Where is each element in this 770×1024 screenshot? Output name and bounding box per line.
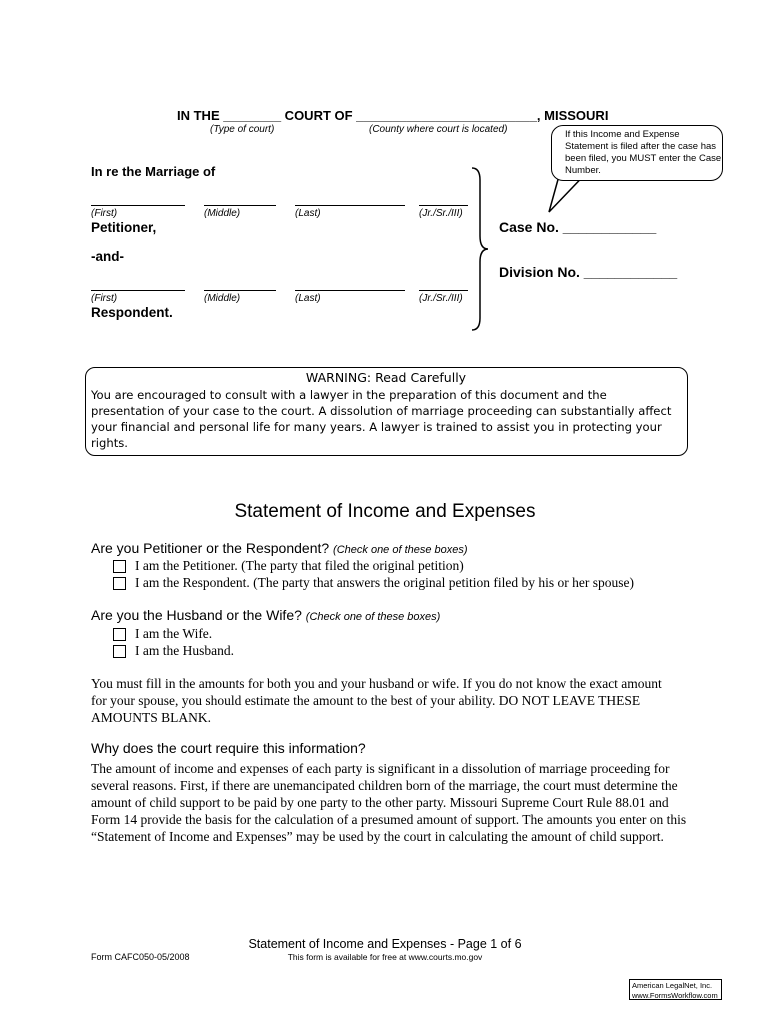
- respondent-option-label: I am the Respondent. (The party that answers the original petition filed by his or her spouse): [135, 575, 634, 590]
- petitioner-checkbox[interactable]: [113, 560, 126, 573]
- husband-option[interactable]: [113, 643, 234, 659]
- case-number-field[interactable]: Case No. ____________: [499, 219, 657, 235]
- county-label: (County where court is located): [369, 124, 508, 135]
- form-title: Statement of Income and Expenses: [234, 501, 536, 522]
- respondent-middle-name-line[interactable]: [204, 290, 276, 291]
- petitioner-middle-name-line[interactable]: [204, 205, 276, 206]
- respondent-suffix-line[interactable]: [419, 290, 468, 291]
- warning-title: WARNING: Read Carefully: [305, 370, 467, 385]
- spouse-question-heading: Are you the Husband or the Wife?: [91, 607, 302, 623]
- marriage-heading: In re the Marriage of: [91, 164, 216, 179]
- party-question-note: (Check one of these boxes): [333, 544, 468, 556]
- instructions-paragraph: You must fill in the amounts for both you and your husband or wife. If you do not know the exact amount for your spouse, you should estimate the amount to the best of your ability. DO NOT LEAVE THESE AMOUNTS BLANK.: [91, 676, 662, 725]
- why-heading: Why does the court require this information?: [91, 740, 366, 756]
- petitioner-suffix-label: (Jr./Sr./III): [419, 208, 463, 219]
- spouse-question-note: (Check one of these boxes): [305, 611, 441, 623]
- petitioner-suffix-line[interactable]: [419, 205, 468, 206]
- and-label: -and-: [91, 249, 124, 264]
- respondent-label: Respondent.: [91, 305, 173, 320]
- caption-brace: [470, 166, 492, 332]
- warning-body: You are encouraged to consult with a lawyer in the preparation of this document and the presentation of your case to the court. A dissolution of marriage proceeding can substantially affect your financial and personal life for many years. A lawyer is trained to assist you in protecting your rights.: [91, 388, 672, 450]
- respondent-last-name-line[interactable]: [295, 290, 405, 291]
- warning-box: [85, 367, 688, 456]
- vendor-url: www.FormsWorkflow.com: [632, 990, 718, 1000]
- respondent-suffix-label: (Jr./Sr./III): [419, 293, 463, 304]
- vendor-box: [629, 979, 722, 1000]
- vendor-name: American LegalNet, Inc.: [632, 981, 713, 990]
- footer-availability: This form is available for free at www.courts.mo.gov: [287, 952, 483, 962]
- petitioner-last-label: (Last): [295, 208, 321, 219]
- spouse-question: [91, 607, 440, 623]
- respondent-last-label: (Last): [295, 293, 321, 304]
- respondent-option[interactable]: [113, 575, 634, 591]
- party-question: [91, 540, 468, 556]
- court-type-label: (Type of court): [210, 124, 275, 135]
- form-id: Form CAFC050-05/2008: [91, 952, 190, 962]
- petitioner-last-name-line[interactable]: [295, 205, 405, 206]
- why-paragraph: The amount of income and expenses of each party is significant in a dissolution of marriage proceeding for several reasons. First, if there are unemancipated children born of the marriage, the court must determine the amount of child support to be paid by one party to the other party. Missouri Supreme Court Rule 88.01 and Form 14 provide the basis for the calculation of a presumed amount of support. The amounts you enter on this “Statement of Income and Expenses” may be used by the court in calculating the amount of child support.: [91, 761, 687, 844]
- petitioner-option[interactable]: [113, 558, 464, 574]
- respondent-first-name-line[interactable]: [91, 290, 185, 291]
- respondent-first-label: (First): [91, 293, 118, 304]
- footer-page-title: Statement of Income and Expenses - Page 1 of 6: [248, 937, 522, 951]
- petitioner-label: Petitioner,: [91, 220, 157, 235]
- court-header-line: IN THE ________ COURT OF _________________________, MISSOURI: [177, 108, 609, 123]
- petitioner-first-name-line[interactable]: [91, 205, 185, 206]
- respondent-middle-label: (Middle): [204, 293, 241, 304]
- husband-option-label: I am the Husband.: [135, 643, 234, 658]
- wife-option[interactable]: [113, 626, 212, 642]
- callout-text: If this Income and Expense Statement is filed after the case has been filed, you MUST enter the Case Number.: [565, 129, 722, 176]
- husband-checkbox[interactable]: [113, 645, 126, 658]
- party-question-heading: Are you Petitioner or the Respondent?: [91, 540, 330, 556]
- wife-option-label: I am the Wife.: [135, 626, 213, 641]
- division-number-field[interactable]: Division No. ____________: [499, 264, 678, 280]
- wife-checkbox[interactable]: [113, 628, 126, 641]
- case-number-callout: [551, 125, 723, 181]
- respondent-checkbox[interactable]: [113, 577, 126, 590]
- petitioner-first-label: (First): [91, 208, 118, 219]
- petitioner-middle-label: (Middle): [204, 208, 241, 219]
- petitioner-option-label: I am the Petitioner. (The party that filed the original petition): [135, 558, 464, 573]
